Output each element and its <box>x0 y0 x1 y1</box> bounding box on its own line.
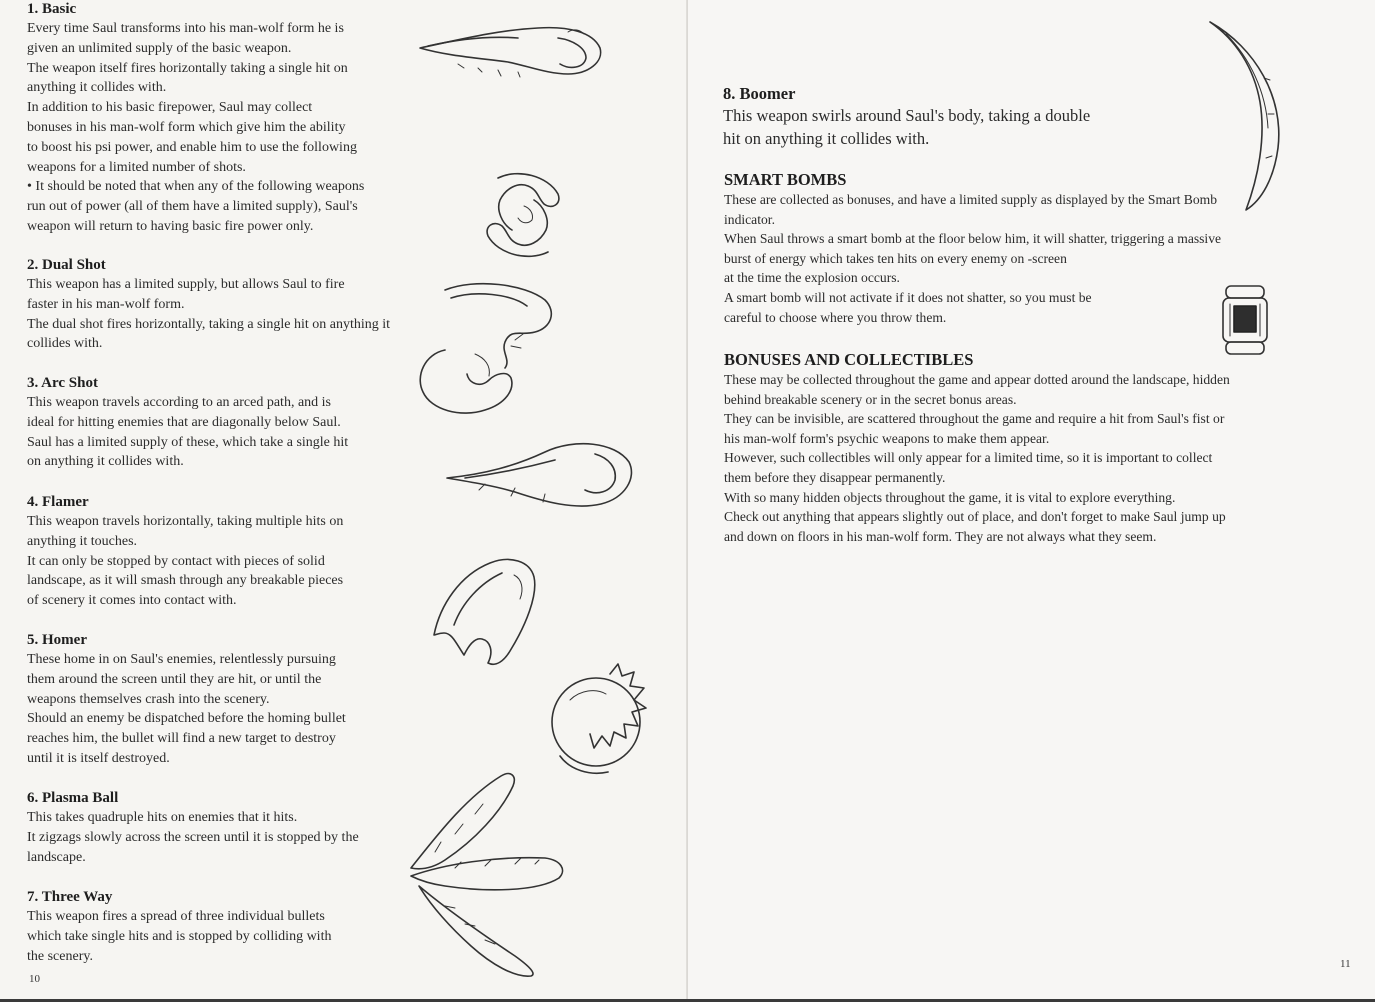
flamer-icon <box>445 438 635 514</box>
plasma-ball-icon <box>540 660 660 785</box>
three-way-icon <box>405 768 575 980</box>
section-heading: 5. Homer <box>27 632 87 648</box>
section-heading: 8. Boomer <box>723 84 796 103</box>
section-three-way <box>27 888 427 966</box>
section-heading: 2. Dual Shot <box>27 257 106 273</box>
section-body: This weapon travels according to an arced path, and is ideal for hitting enemies that are diagonally below Saul. Saul has a limited supply of these, which take a single hit on anything it collides with. <box>27 395 349 470</box>
page-number: 10 <box>29 973 40 985</box>
section-body: Every time Saul transforms into his man-wolf form he is given an unlimited supply of the basic weapon. The weapon itself fires horizontally taking a single hit on anything it collides with. In addition to his basic firepower, Saul may collect bonuses in his man-wolf form which give him the ability to boost his psi power, and enable him to use the following weapons for a limited number of shots. • It should be noted that when any of the following weapons run out of power (all of them have a limited supply), Saul's weapon will return to having basic fire power only. <box>27 21 365 234</box>
homer-icon <box>430 555 540 670</box>
section-body: These may be collected throughout the game and appear dotted around the landscape, hidden behind breakable scenery or in the secret bonus areas. They can be invisible, are scattered throughout the game and require a hit from Saul's fist or his man-wolf form's psychic weapons to make them appear. However, such collectibles will only appear for a limited time, so it is important to collect them before they disappear permanently. With so many hidden objects throughout the game, it is vital to explore everything. Check out anything that appears slightly out of place, and don't forget to make Saul jump up and down on floors in his man-wolf form. They are not always what they seem. <box>724 372 1230 544</box>
right-page <box>688 0 1375 1002</box>
section-dual-shot <box>27 256 467 354</box>
section-heading: 3. Arc Shot <box>27 375 98 391</box>
section-heading: SMART BOMBS <box>724 170 847 189</box>
boomer-icon <box>1206 18 1288 213</box>
smart-bomb-icon <box>1220 284 1270 356</box>
section-heading: 1. Basic <box>27 1 77 17</box>
section-body: This weapon fires a spread of three individual bullets which take single hits and is stopped by colliding with the scenery. <box>27 909 332 964</box>
section-body: These are collected as bonuses, and have a limited supply as displayed by the Smart Bomb indicator. When Saul throws a smart bomb at the floor below him, it will shatter, triggering a massive burst of energy which takes ten hits on every enemy on -screen at the time the explosion occurs. A smart bomb will not activate if it does not shatter, so you must be careful to choose where you throw them. <box>724 192 1222 325</box>
section-heading: 4. Flamer <box>27 494 89 510</box>
section-body: These home in on Saul's enemies, relentlessly pursuing them around the screen until they are hit, or until the weapons themselves crash into the scenery. Should an enemy be dispatched before the homing bullet reaches him, the bullet will find a new target to destroy until it is itself destroyed. <box>27 652 346 766</box>
section-plasma-ball <box>27 789 447 867</box>
section-arc-shot <box>27 374 427 472</box>
dual-shot-icon <box>478 170 568 260</box>
section-body: This takes quadruple hits on enemies that it hits. It zigzags slowly across the screen until it is stopped by the landscape. <box>27 810 359 865</box>
section-boomer <box>723 84 1163 150</box>
section-body: This weapon travels horizontally, taking multiple hits on anything it touches. It can only be stopped by contact with pieces of solid landscape, as it will smash through any breakable pieces of scenery it comes into contact with. <box>27 514 344 609</box>
section-body: This weapon swirls around Saul's body, taking a double hit on anything it collides with. <box>723 106 1091 148</box>
section-heading: 6. Plasma Ball <box>27 790 119 806</box>
basic-shot-icon <box>418 18 608 84</box>
arc-shot-icon <box>415 280 560 420</box>
section-bonuses-collectibles <box>724 350 1364 546</box>
page-number: 11 <box>1340 958 1351 970</box>
section-basic <box>27 0 447 237</box>
section-heading: 7. Three Way <box>27 889 113 905</box>
section-body: This weapon has a limited supply, but allows Saul to fire faster in his man-wolf form. The dual shot fires horizontally, taking a single hit on anything it collides with. <box>27 277 391 352</box>
section-heading: BONUSES AND COLLECTIBLES <box>724 350 974 369</box>
section-flamer <box>27 493 427 611</box>
section-homer <box>27 631 427 769</box>
